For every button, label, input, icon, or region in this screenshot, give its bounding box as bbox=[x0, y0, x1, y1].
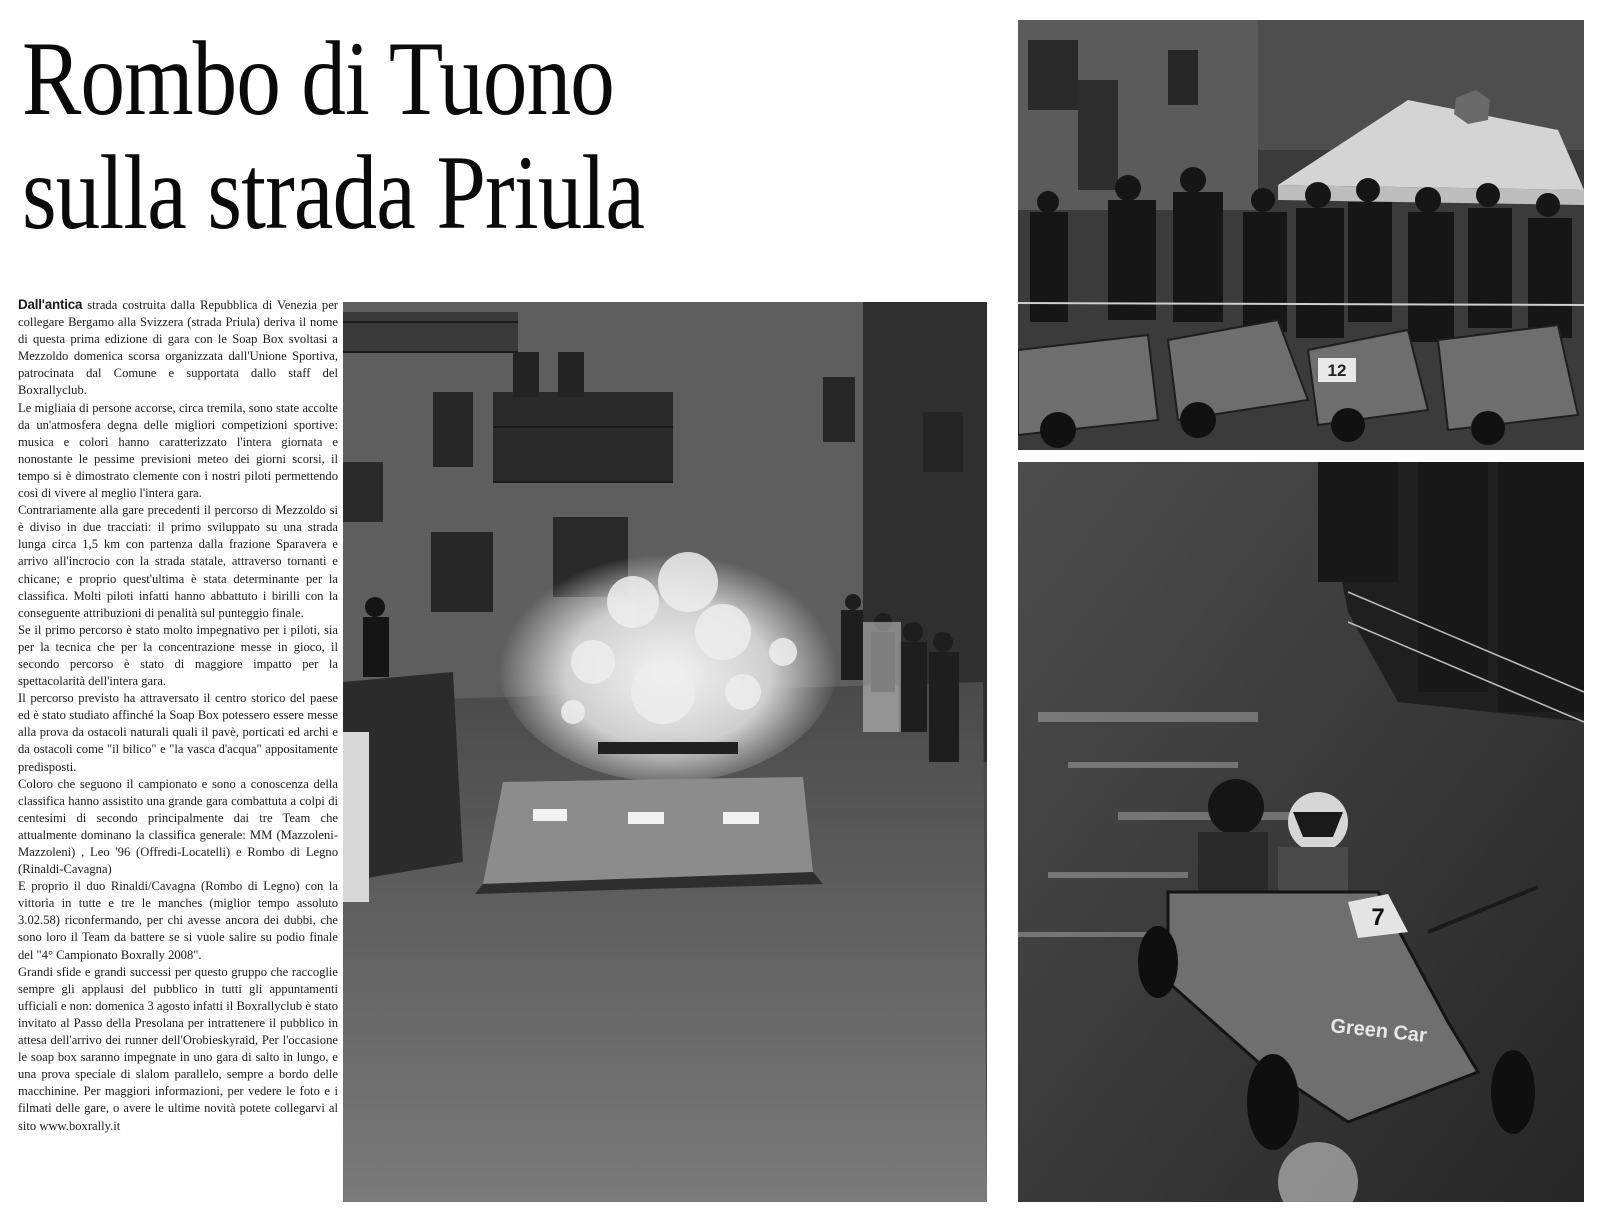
headline bbox=[22, 22, 854, 250]
article-paragraph: Le migliaia di persone accorse, circa tremila, sono state accolte da un'atmosfera degna delle migliori competizioni sportive: musica e colori hanno caratterizzato l'intera giornata e nonostante le pessime previsioni meteo dei giorni scorsi, il tempo si è dimostrato clemente con i nostri piloti permettendo così di vivere al meglio l'intera gara. bbox=[18, 400, 338, 501]
article-paragraph: E proprio il duo Rinaldi/Cavagna (Rombo di Legno) con la vittoria in tutte e tre le manches (miglior tempo assoluto 3.02.58) riconfermando, per chi avesse ancora dei dubbi, che sono loro il Team da battere se si vuole salire su podio finale del "4° Campionato Boxrally 2008". bbox=[18, 879, 338, 962]
photo-crowd-karts bbox=[1018, 20, 1584, 450]
headline-line-2: sulla strada Priula bbox=[22, 134, 645, 251]
photo-crowd-karts-art bbox=[1018, 20, 1584, 450]
article-paragraph: Se il primo percorso è stato molto impegnativo per i piloti, sia per la tecnica che per la concentrazione messe in gioco, il secondo percorso è stato di maggiore impatto per la spettacolarità dell'intera gara. bbox=[18, 622, 338, 689]
article-paragraph: Grandi sfide e grandi successi per questo gruppo che raccoglie sempre gli applausi del pubblico in tutti gli appuntamenti ufficiali e non: domenica 3 agosto infatti il Boxrallyclub è stato invitato al Passo della Presolana per intrattenere il pubblico in attesa dell'arrivo dei runner dell'Orobieskyraid, Per l'occasione le soap box saranno impegnate in uno gara di salto in lungo, e una prova speciale di slalom parallelo, sempre a bordo delle macchinine. Per maggiori informazioni, per vedere le foto e i filmati delle gare, o avere le ultime novità potete collegarvi al sito www.boxrally.it bbox=[18, 964, 338, 1133]
kart-number-7: 7 bbox=[1371, 904, 1385, 931]
kart-label-green-car: Green Car bbox=[1329, 1015, 1428, 1048]
article-paragraph: Contrariamente alla gare precedenti il percorso di Mezzoldo si è diviso in due tracciati: il primo sviluppato su una strada lunga circa 1,5 km con partenza dalla frazione Sparavera e arrivo all'incrocio con la strada statale, attraverso tornanti e chicane; e proprio quest'ultima è stata determinante per la classifica. Molti piloti infatti hanno abbattuto i birilli con la conseguente attribuzioni di penalità sul punteggio finale. bbox=[18, 503, 338, 620]
headline-line-1: Rombo di Tuono bbox=[22, 20, 614, 137]
photo-green-car-kart bbox=[1018, 462, 1584, 1202]
article-paragraph-text: strada costruita dalla Repubblica di Venezia per collegare Bergamo alla Svizzera (strada Priula) deriva il nome di questa prima edizione di gara con le Soap Box svoltasi a Mezzoldo domenica scorsa organizzata dall'Unione Sportiva, patrocinata dal Comune e supportata dallo staff del Boxrallyclub. bbox=[18, 298, 338, 398]
article-paragraph bbox=[18, 296, 338, 400]
photo-water-splash bbox=[343, 302, 987, 1202]
article-paragraph: Il percorso previsto ha attraversato il centro storico del paese ed è stato studiato affinché la Soap Box potessero essere messe alla prova da ostacoli naturali quali il pavè, porticati ed archi e da ostacoli come "il bilico" e "la vasca d'acqua" appositamente predisposti. bbox=[18, 691, 338, 774]
lead-word: Dall'antica bbox=[18, 297, 83, 312]
article-paragraph: Coloro che seguono il campionato e sono a conoscenza della classifica hanno assistito una grande gara combattuta a colpi di centesimi di secondo principalmente dai tre Team che attualmente dominano la classifica generale: MM (Mazzoleni-Mazzoleni) , Leo '96 (Offredi-Locatelli) e Rombo di Legno (Rinaldi-Cavagna) bbox=[18, 776, 338, 877]
photo-green-car-kart-art bbox=[1018, 462, 1584, 1202]
article-body bbox=[18, 296, 338, 1135]
photo-water-splash-art bbox=[343, 302, 987, 1202]
kart-number-12: 12 bbox=[1327, 361, 1347, 380]
